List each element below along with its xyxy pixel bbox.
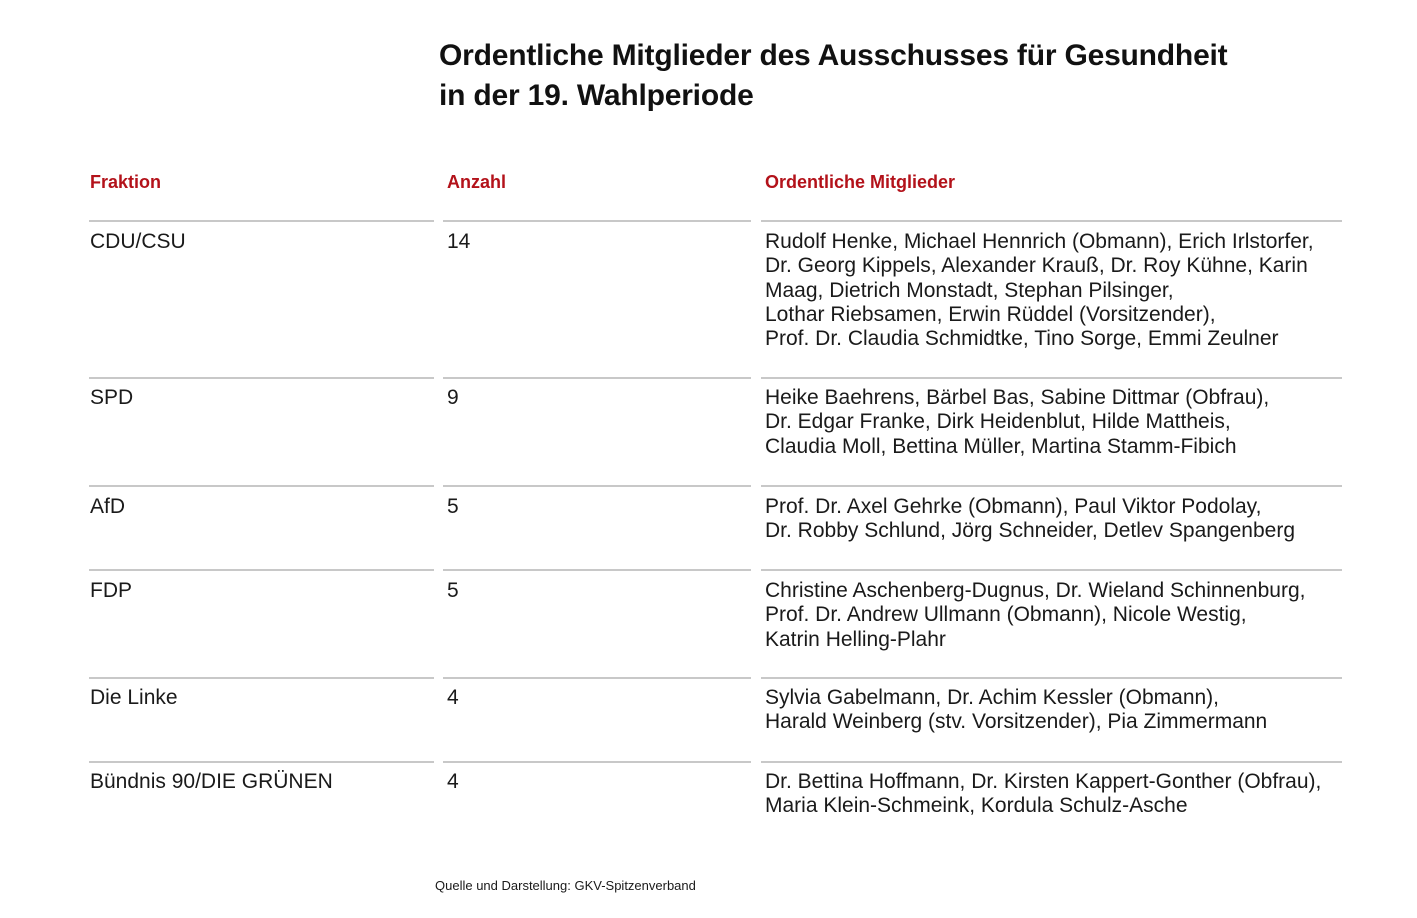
row-divider (89, 761, 434, 763)
row-divider (761, 761, 1342, 763)
member-line: Katrin Helling-Plahr (765, 627, 946, 651)
member-line: Dr. Robby Schlund, Jörg Schneider, Detlev Spangenberg (765, 519, 1295, 543)
member-line: Lothar Riebsamen, Erwin Rüddel (Vorsitzender), (765, 302, 1216, 326)
cell-fraktion: Bündnis 90/DIE GRÜNEN (90, 770, 333, 793)
member-line: Dr. Edgar Franke, Dirk Heidenblut, Hilde Mattheis, (765, 410, 1231, 434)
cell-fraktion: SPD (90, 386, 134, 409)
cell-anzahl: 9 (447, 386, 459, 409)
row-divider (443, 377, 751, 379)
row-divider (761, 677, 1342, 679)
row-divider (89, 485, 434, 487)
member-line: Dr. Georg Kippels, Alexander Krauß, Dr. Roy Kühne, Karin (765, 254, 1308, 278)
cell-anzahl: 5 (447, 579, 459, 602)
cell-fraktion: CDU/CSU (90, 230, 186, 253)
cell-anzahl: 14 (447, 230, 471, 253)
member-line: Prof. Dr. Axel Gehrke (Obmann), Paul Viktor Podolay, (765, 495, 1262, 518)
page-title (439, 36, 1227, 116)
member-line: Maria Klein-Schmeink, Kordula Schulz-Asche (765, 794, 1188, 818)
cell-mitglieder (765, 770, 1321, 819)
member-line: Dr. Bettina Hoffmann, Dr. Kirsten Kappert-Gonther (Obfrau), (765, 770, 1322, 793)
cell-mitglieder (765, 386, 1269, 459)
row-divider (89, 220, 434, 222)
cell-mitglieder (765, 686, 1267, 735)
cell-fraktion: AfD (90, 495, 126, 518)
member-line: Sylvia Gabelmann, Dr. Achim Kessler (Obmann), (765, 686, 1220, 709)
row-divider (89, 569, 434, 571)
cell-fraktion: Die Linke (90, 686, 178, 709)
cell-mitglieder (765, 495, 1295, 544)
row-divider (761, 485, 1342, 487)
row-divider (443, 677, 751, 679)
column-header-mitglieder: Ordentliche Mitglieder (765, 172, 956, 192)
row-divider (443, 569, 751, 571)
cell-fraktion: FDP (90, 579, 132, 602)
cell-anzahl: 4 (447, 770, 459, 793)
member-line: Christine Aschenberg-Dugnus, Dr. Wieland Schinnenburg, (765, 579, 1306, 602)
source-note: Quelle und Darstellung: GKV-Spitzenverband (435, 878, 696, 893)
page-title-line-1: Ordentliche Mitglieder des Ausschusses für Gesundheit (439, 39, 1228, 72)
row-divider (443, 761, 751, 763)
cell-anzahl: 5 (447, 495, 459, 518)
row-divider (89, 377, 434, 379)
cell-mitglieder (765, 579, 1305, 652)
row-divider (761, 569, 1342, 571)
member-line: Maag, Dietrich Monstadt, Stephan Pilsinger, (765, 278, 1174, 302)
row-divider (443, 220, 751, 222)
member-line: Prof. Dr. Claudia Schmidtke, Tino Sorge, Emmi Zeulner (765, 327, 1279, 351)
page-title-line-2: in der 19. Wahlperiode (439, 79, 754, 112)
row-divider (89, 677, 434, 679)
member-line: Prof. Dr. Andrew Ullmann (Obmann), Nicole Westig, (765, 603, 1247, 627)
member-line: Claudia Moll, Bettina Müller, Martina Stamm-Fibich (765, 434, 1237, 458)
member-line: Harald Weinberg (stv. Vorsitzender), Pia Zimmermann (765, 710, 1268, 734)
row-divider (443, 485, 751, 487)
row-divider (761, 377, 1342, 379)
cell-mitglieder (765, 230, 1314, 351)
column-header-fraktion: Fraktion (90, 172, 162, 192)
column-header-anzahl: Anzahl (447, 172, 507, 192)
member-line: Rudolf Henke, Michael Hennrich (Obmann), Erich Irlstorfer, (765, 230, 1314, 253)
member-line: Heike Baehrens, Bärbel Bas, Sabine Dittmar (Obfrau), (765, 386, 1270, 409)
row-divider (761, 220, 1342, 222)
cell-anzahl: 4 (447, 686, 459, 709)
